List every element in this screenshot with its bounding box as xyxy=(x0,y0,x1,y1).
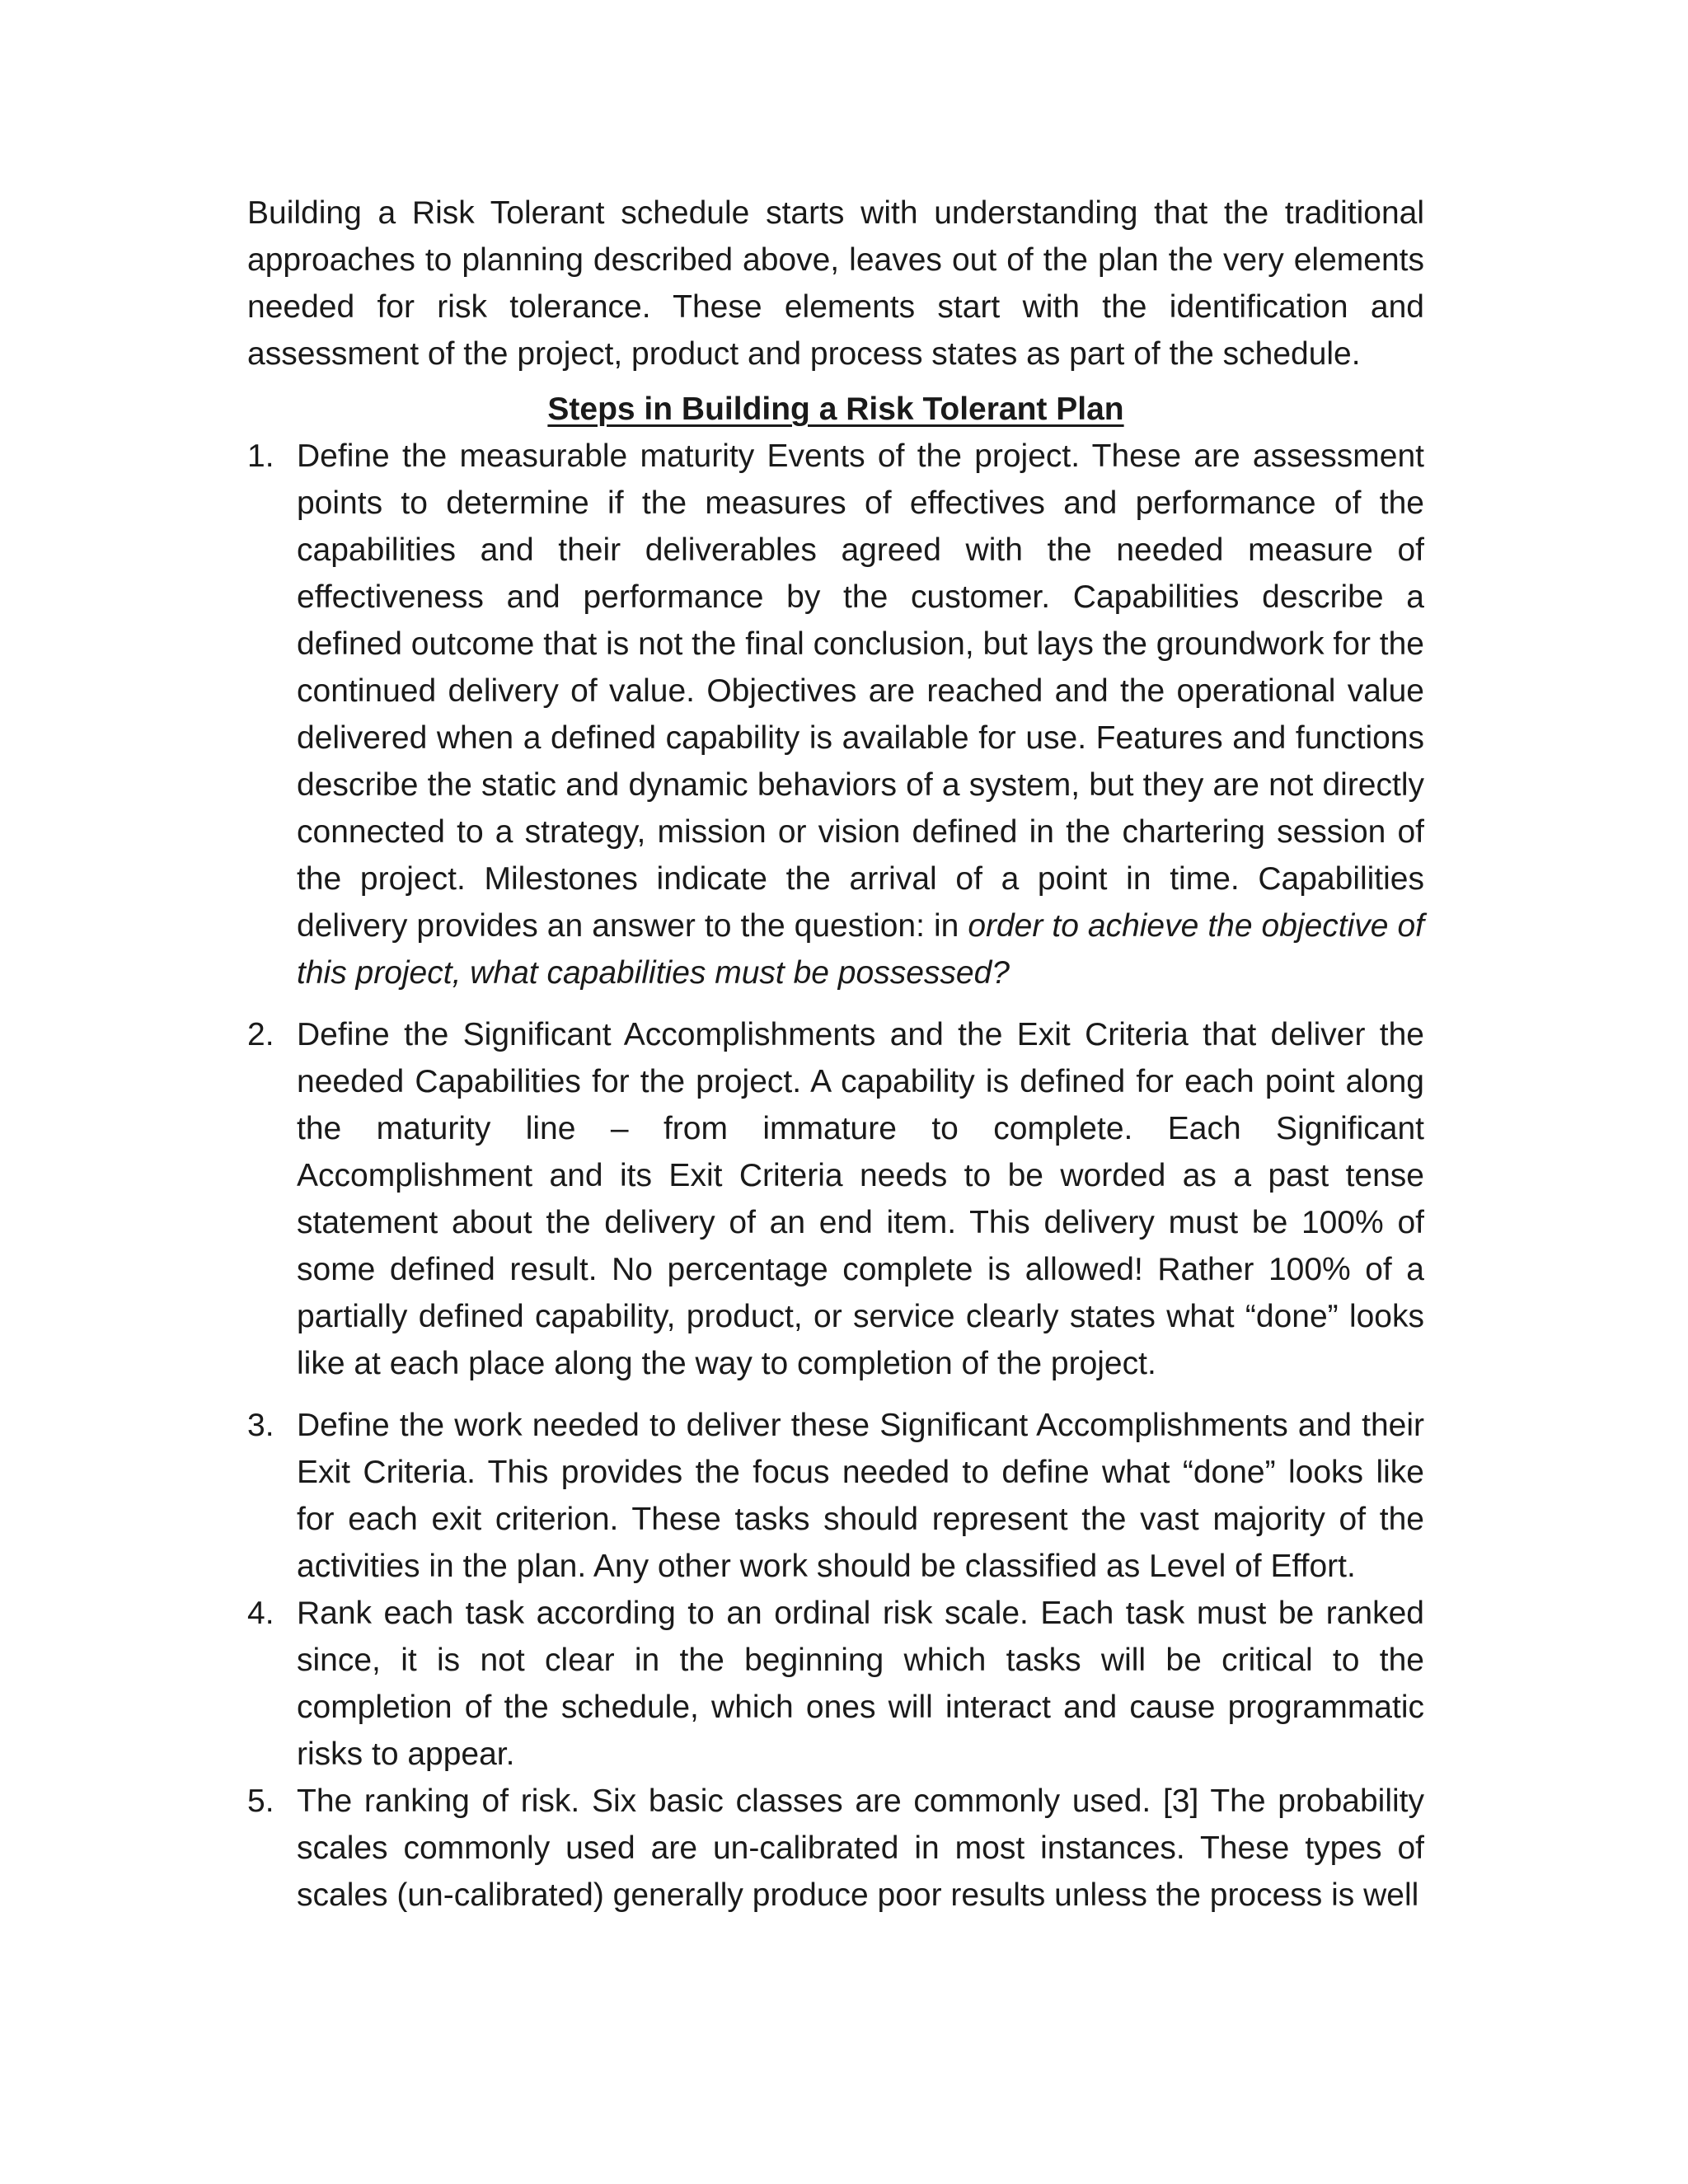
list-number: 1. xyxy=(247,438,274,474)
intro-paragraph: Building a Risk Tolerant schedule starts with understanding that the traditional approaches to planning described above, leaves out of the plan the very elements needed for risk tolerance. These elements start with the identification and assessment of the project, product and process states as part of the schedule. xyxy=(247,195,1424,372)
list-item-1 xyxy=(247,433,1424,996)
list-number: 3. xyxy=(247,1408,274,1443)
steps-list xyxy=(247,433,1424,1919)
list-number: 5. xyxy=(247,1783,274,1819)
list-item-text: Rank each task according to an ordinal risk scale. Each task must be ranked since, it is not clear in the beginning which tasks will be critical to the completion of the schedule, which ones will interact and cause programmatic risks to appear. xyxy=(297,1596,1424,1772)
list-number: 4. xyxy=(247,1596,274,1631)
list-item-text: Define the work needed to deliver these Significant Accomplishments and their Exit Criteria. This provides the focus needed to define what “done” looks like for each exit criterion. These tasks should represent the vast majority of the activities in the plan. Any other work should be classified as Level of Effort. xyxy=(297,1408,1424,1584)
list-item-text: The ranking of risk. Six basic classes are commonly used. [3] The probability scales commonly used are un-calibrated in most instances. These types of scales (un-calibrated) generally produce poor results unless the process is well xyxy=(297,1783,1424,1913)
list-item-2 xyxy=(247,1011,1424,1387)
list-item-text: Define the Significant Accomplishments and the Exit Criteria that deliver the needed Capabilities for the project. A capability is defined for each point along the maturity line – from immature to complete. Each Significant Accomplishment and its Exit Criteria needs to be worded as a past tense statement about the delivery of an end item. This delivery must be 100% of some defined result. No percentage complete is allowed! Rather 100% of a partially defined capability, product, or service clearly states what “done” looks like at each place along the way to completion of the project. xyxy=(297,1017,1424,1381)
list-item-text: Define the measurable maturity Events of the project. These are assessment points to determine if the measures of effectives and performance of the capabilities and their deliverables agreed with the needed measure of effectiveness and performance by the customer. Capabilities describe a defined outcome that is not the final conclusion, but lays the groundwork for the continued delivery of value. Objectives are reached and the operational value delivered when a defined capability is available for use. Features and functions describe the static and dynamic behaviors of a system, but they are not directly connected to a strategy, mission or vision defined in the chartering session of the project. Milestones indicate the arrival of a point in time. Capabilities delivery provides an answer to the question: in xyxy=(297,438,1424,944)
list-item-4 xyxy=(247,1590,1424,1778)
list-number: 2. xyxy=(247,1017,274,1052)
document-page xyxy=(247,190,1424,1919)
list-item-3 xyxy=(247,1402,1424,1590)
list-item-italic-text: order to achieve the objective of this project, what capabilities must be possessed? xyxy=(297,908,1424,991)
list-item-5 xyxy=(247,1778,1424,1919)
section-heading: Steps in Building a Risk Tolerant Plan xyxy=(547,391,1124,427)
